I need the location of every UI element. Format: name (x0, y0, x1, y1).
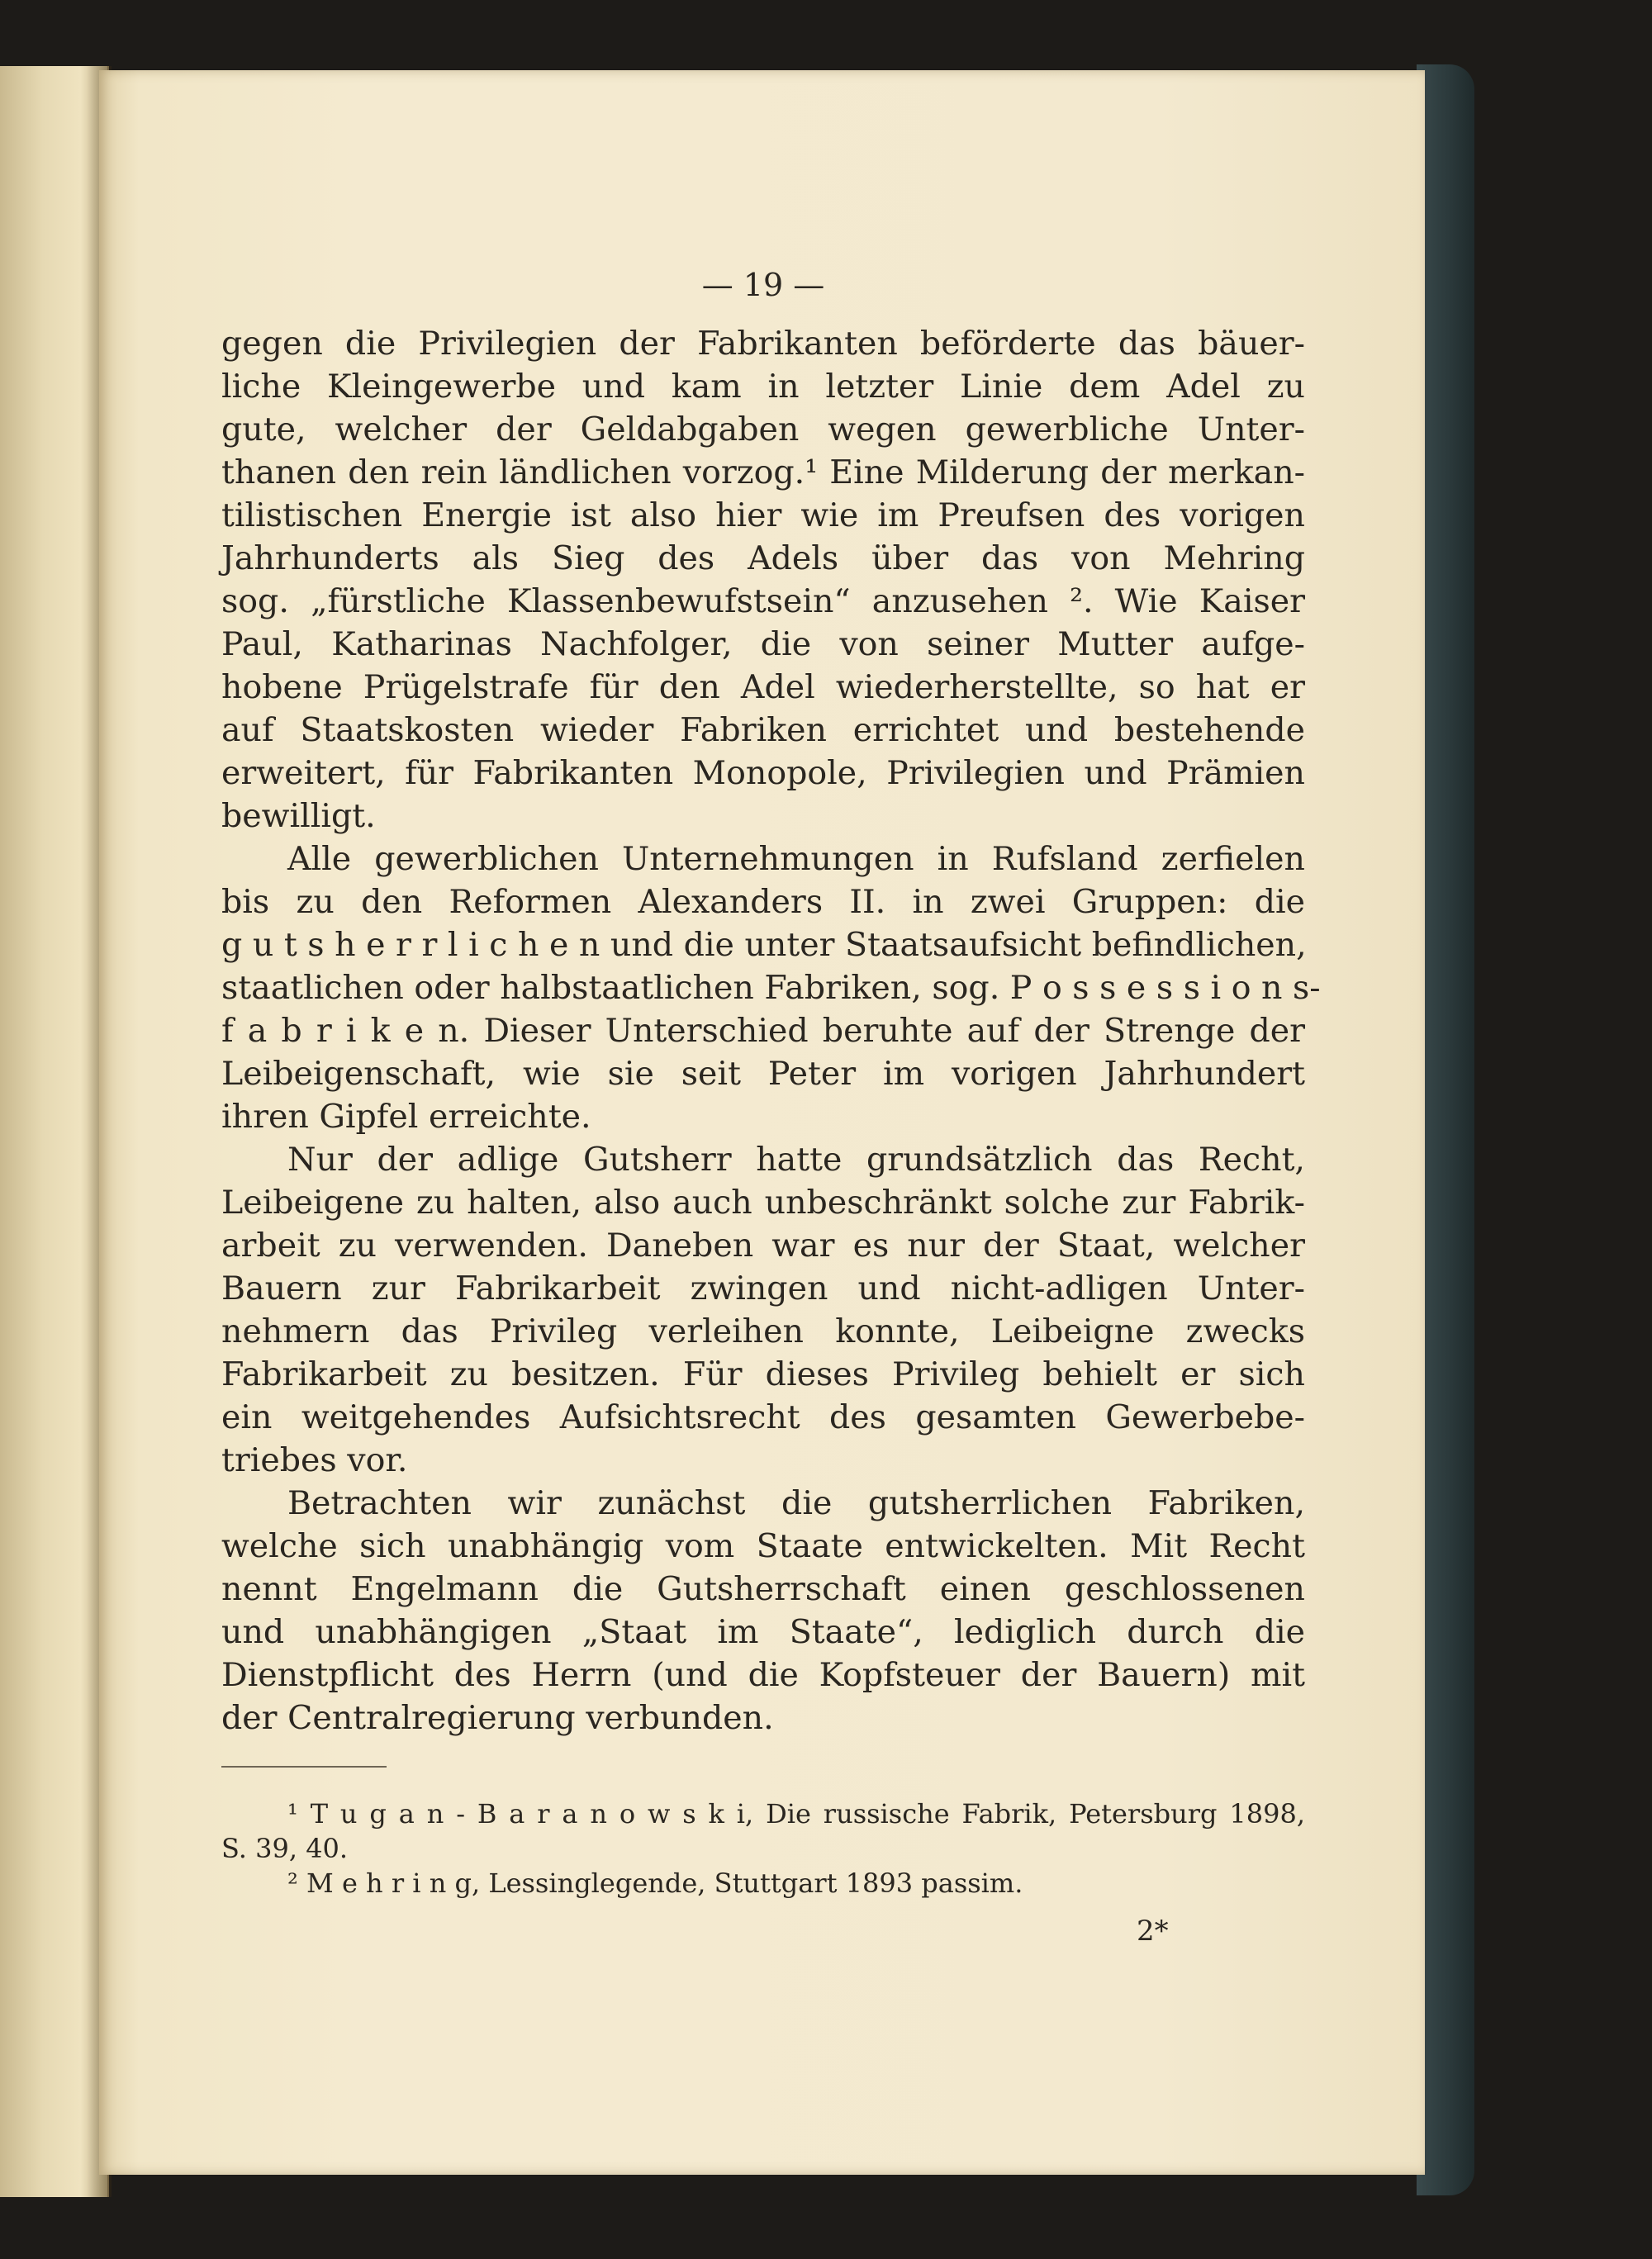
text-line: Dienstpflicht des Herrn (und die Kopfsteuer der Bauern) mit (221, 1656, 1305, 1694)
book-page (99, 70, 1425, 2175)
text-line: bis zu den Reformen Alexanders II. in zwei Gruppen: die (221, 883, 1305, 921)
text-line: Nur der adlige Gutsherr hatte grundsätzlich das Recht, (287, 1141, 1305, 1179)
text-line: gute, welcher der Geldabgaben wegen gewerbliche Unter- (221, 411, 1305, 448)
text-line: Betrachten wir zunächst die gutsherrlichen Fabriken, (287, 1484, 1305, 1522)
page-number: — 19 — (701, 267, 825, 303)
text-line: staatlichen oder halbstaatlichen Fabriken, sog. P o s s e s s i o n s- (221, 969, 1321, 1007)
footnote-line: ² M e h r i n g, Lessinglegende, Stuttgart 1893 passim. (287, 1867, 1023, 1899)
text-line: Leibeigene zu halten, also auch unbeschränkt solche zur Fabrik- (221, 1184, 1305, 1222)
book-cover-edge (1417, 64, 1474, 2195)
text-line: bewilligt. (221, 797, 376, 835)
signature-mark: 2* (1137, 1915, 1169, 1948)
text-line: thanen den rein ländlichen vorzog.¹ Eine Milderung der merkan- (221, 453, 1305, 491)
text-line: hobene Prügelstrafe für den Adel wiederherstellte, so hat er (221, 668, 1305, 706)
text-line: triebes vor. (221, 1441, 408, 1479)
text-line: Leibeigenschaft, wie sie seit Peter im vorigen Jahrhundert (221, 1055, 1305, 1093)
text-line: Fabrikarbeit zu besitzen. Für dieses Privileg behielt er sich (221, 1355, 1305, 1393)
text-line: und unabhängigen „Staat im Staate“, lediglich durch die (221, 1613, 1305, 1651)
text-line: Bauern zur Fabrikarbeit zwingen und nicht-adligen Unter- (221, 1270, 1305, 1307)
footnote-rule (221, 1766, 387, 1768)
footnote-line: S. 39, 40. (221, 1833, 349, 1864)
text-line: nehmern das Privileg verleihen konnte, Leibeigne zwecks (221, 1312, 1305, 1350)
text-line: erweitert, für Fabrikanten Monopole, Privilegien und Prämien (221, 754, 1305, 792)
text-line: Alle gewerblichen Unternehmungen in Rufsland zerfielen (287, 840, 1305, 878)
text-line: ihren Gipfel erreichte. (221, 1098, 591, 1136)
text-line: ein weitgehendes Aufsichtsrecht des gesamten Gewerbebe- (221, 1398, 1305, 1436)
text-line: nennt Engelmann die Gutsherrschaft einen geschlossenen (221, 1570, 1305, 1608)
text-line: f a b r i k e n. Dieser Unterschied beruhte auf der Strenge der (221, 1012, 1305, 1050)
text-line: g u t s h e r r l i c h e n und die unter Staatsaufsicht befindlichen, (221, 926, 1307, 964)
text-line: Paul, Katharinas Nachfolger, die von seiner Mutter aufge- (221, 625, 1305, 663)
text-line: sog. „fürstliche Klassenbewufstsein“ anzusehen ². Wie Kaiser (221, 582, 1305, 620)
text-line: Jahrhunderts als Sieg des Adels über das von Mehring (221, 539, 1305, 577)
text-line: auf Staatskosten wieder Fabriken errichtet und bestehende (221, 711, 1305, 749)
text-line: liche Kleingewerbe und kam in letzter Linie dem Adel zu (221, 368, 1305, 406)
text-line: gegen die Privilegien der Fabrikanten beförderte das bäuer- (221, 325, 1305, 363)
text-line: tilistischen Energie ist also hier wie im Preufsen des vorigen (221, 496, 1305, 534)
text-line: arbeit zu verwenden. Daneben war es nur der Staat, welcher (221, 1227, 1305, 1265)
footnote-line: ¹ T u g a n - B a r a n o w s k i, Die russische Fabrik, Petersburg 1898, (287, 1798, 1305, 1830)
text-line: welche sich unabhängig vom Staate entwickelten. Mit Recht (221, 1527, 1305, 1565)
text-line: der Centralregierung verbunden. (221, 1699, 774, 1737)
